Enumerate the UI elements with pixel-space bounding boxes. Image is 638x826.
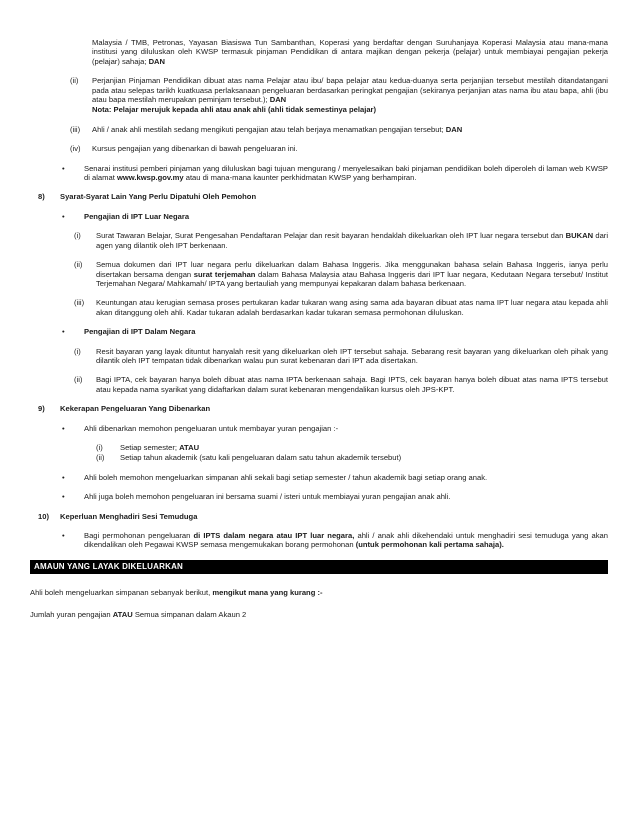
bullet-marker: • (62, 531, 65, 540)
bullet-marker: • (62, 163, 65, 173)
text-run: Ahli dibenarkan memohon pengeluaran untuk membayar yuran pengajian :- (84, 423, 339, 433)
bold-text-run: Nota: Pelajar merujuk kepada ahli atau anak ahli (ahli tidak semestinya pelajar) (92, 105, 377, 115)
doc-block (30, 231, 608, 250)
doc-block (30, 453, 608, 462)
text-run: Bagi IPTA, cek bayaran hanya boleh dibuat atas nama IPTA berkenaan sahaja. Bagi IPTS, cek bayaran hanya boleh dibuat atas nama IPTS tersebut atau kepada nama syarikat yang didaftarkan dalam surat kebenaran mengendalikan kursus oleh JPS-KPT. (96, 375, 608, 394)
doc-block (30, 512, 608, 521)
text-run: Ahli boleh memohon mengeluarkan simpanan ahli sekali bagi setiap semester / tahun akademik bagi setiap orang anak. (84, 472, 488, 482)
doc-block (30, 125, 608, 134)
bold-text-run: ATAU (112, 610, 133, 620)
text-run: Keuntungan atau kerugian semasa proses pertukaran kadar tukaran wang asing sama ada bayaran dibuat atas nama IPT luar negara atau kepada ahli akan ditanggung oleh ahli. Kadar tukaran adalah berdasarkan kadar tukaran semasa permohonan diluluskan. (96, 298, 608, 317)
list-marker: (iii) (74, 298, 85, 308)
bold-text-run: DAN (269, 95, 287, 105)
text-run: ahli / anak ahli dikehendaki untuk menghadiri sesi temuduga yang akan dikendalikan oleh Pegawai KWSP semasa mengemukakan borang permohonan (84, 531, 608, 550)
text-run: Ahli / anak ahli mestilah sedang mengikuti pengajian atau telah berjaya menamatkan pengajian tersebut; (92, 124, 446, 134)
doc-block (30, 105, 608, 114)
bold-text-run: Pengajian di IPT Dalam Negara (84, 327, 196, 337)
bold-text-run: Kekerapan Pengeluaran Yang Dibenarkan (60, 404, 211, 414)
text-run: Setiap tahun akademik (satu kali pengeluaran dalam satu tahun akademik tersebut) (120, 453, 402, 463)
document-body (30, 38, 608, 550)
doc-block (30, 492, 608, 501)
text-run: Ahli juga boleh memohon pengeluaran ini bersama suami / isteri untuk membiayai yuran pengajian anak ahli. (84, 492, 451, 502)
doc-block (30, 443, 608, 452)
doc-block (30, 610, 608, 619)
doc-block (30, 531, 608, 550)
bold-text-run: BUKAN (565, 231, 594, 241)
text-run: Senarai institusi pemberi pinjaman yang diluluskan bagi tujuan mengurang / menyelesaikan baki pinjaman pendidikan boleh diperoleh di laman web KWSP di alamat (84, 163, 608, 183)
text-run: Perjanjian Pinjaman Pendidikan dibuat atas nama Pelajar atau ibu/ bapa pelajar atau kedua-duanya serta perjanjian tersebut mestilah ditandatangani pada atau selepas tarikh kuatkuasa perlaksanaan pengeluaran berdasarkan peringkat pengajian (sekiranya perjanjian atas nama ibu atau bapa, ahli (ibu atau bapa mestilah merupakan peminjam tersebut.); (92, 76, 608, 105)
text-run: Ahli boleh mengeluarkan simpanan sebanyak berikut, (30, 587, 213, 597)
list-marker: (ii) (96, 453, 105, 463)
bold-text-run: Pengajian di IPT Luar Negara (84, 211, 190, 221)
list-marker: (ii) (74, 260, 83, 270)
bold-text-run: www.kwsp.gov.my (116, 173, 184, 183)
section-header-bar: AMAUN YANG LAYAK DIKELUARKAN (30, 560, 608, 574)
bold-text-run: Syarat-Syarat Lain Yang Perlu Dipatuhi Oleh Pemohon (60, 192, 257, 202)
amount-section-body (30, 588, 608, 620)
bullet-marker: • (62, 327, 65, 337)
bold-text-run: mengikut mana yang kurang :- (212, 587, 323, 597)
doc-block (30, 298, 608, 317)
list-marker: (i) (74, 231, 81, 241)
doc-block (30, 192, 608, 201)
text-run: Jumlah yuran pengajian (30, 610, 113, 620)
doc-block (30, 424, 608, 433)
bullet-marker: • (62, 492, 65, 502)
list-marker: 8) (38, 192, 45, 202)
list-marker: 10) (38, 511, 49, 521)
doc-block (30, 588, 608, 597)
doc-block (30, 473, 608, 482)
list-marker: (i) (74, 346, 81, 356)
doc-block (30, 375, 608, 394)
text-run: Surat Tawaran Belajar, Surat Pengesahan Pendaftaran Pelajar dan resit bayaran hendaklah dikeluarkan oleh IPT luar negara tersebut dan (96, 231, 566, 241)
doc-block (30, 260, 608, 288)
doc-block (30, 38, 608, 66)
bold-text-run: surat terjemahan (193, 269, 256, 279)
list-marker: (iii) (70, 124, 81, 134)
doc-block (30, 76, 608, 104)
doc-block (30, 327, 608, 336)
list-marker: (ii) (70, 76, 79, 86)
bold-text-run: DAN (148, 56, 166, 66)
bold-text-run: (untuk permohonan kali pertama sahaja). (355, 540, 504, 550)
bullet-marker: • (62, 211, 65, 221)
list-marker: 9) (38, 404, 45, 414)
bullet-marker: • (62, 472, 65, 482)
text-run: Malaysia / TMB, Petronas, Yayasan Biasiswa Tun Sambanthan, Koperasi yang berdaftar dengan Suruhanjaya Koperasi Malaysia atau mana-mana institusi yang diluluskan oleh KWSP termasuk pinjaman Pendidikan di antara majikan dengan pekerja (pelajar) untuk membiayai pengajian pekerja (pelajar) sahaja; (92, 38, 608, 66)
bullet-marker: • (62, 423, 65, 433)
text-run: Bagi permohonan pengeluaran (84, 531, 194, 540)
doc-block (30, 144, 608, 153)
bold-text-run: di IPTS dalam negara atau IPT luar negara, (193, 531, 355, 540)
doc-block (30, 404, 608, 413)
bold-text-run: Keperluan Menghadiri Sesi Temuduga (60, 511, 198, 521)
text-run: dari agen yang dilantik oleh IPT berkenaan. (96, 231, 609, 250)
text-run: atau di mana-mana kaunter perkhidmatan KWSP yang berhampiran. (183, 173, 417, 183)
text-run: Setiap semester; (120, 442, 180, 452)
text-run: Resit bayaran yang layak dituntut hanyalah resit yang dikeluarkan oleh IPT tersebut sahaja. Sebarang resit bayaran yang dikeluarkan oleh pihak yang dilantik oleh IPT tempatan tidak dibenarkan walau pun surat kebenaran dari IPT ada disertakan. (96, 346, 608, 365)
text-run: Semua dokumen dari IPT luar negara perlu dikeluarkan dalam Bahasa Inggeris. Jika menggunakan bahasa selain Bahasa Inggeris, ianya perlu disertakan bersama dengan (96, 260, 608, 279)
list-marker: (ii) (74, 375, 83, 385)
doc-block (30, 164, 608, 183)
bold-text-run: ATAU (179, 442, 200, 452)
text-run: Semua simpanan dalam Akaun 2 (132, 610, 247, 620)
list-marker: (i) (96, 442, 103, 452)
text-run: dalam Bahasa Malaysia atau Bahasa Inggeris dari IPT luar negara, Kedutaan Negara tersebut/ Institut Terjemahan Negara/ Mahkamah/ IPTA yang bertauliah yang mempunyai kepakaran dalam bahasa berkenaan. (96, 269, 608, 288)
doc-block (30, 347, 608, 366)
text-run: Kursus pengajian yang dibenarkan di bawah pengeluaran ini. (92, 144, 298, 154)
list-marker: (iv) (70, 144, 81, 154)
bold-text-run: DAN (445, 124, 463, 134)
doc-block (30, 212, 608, 221)
